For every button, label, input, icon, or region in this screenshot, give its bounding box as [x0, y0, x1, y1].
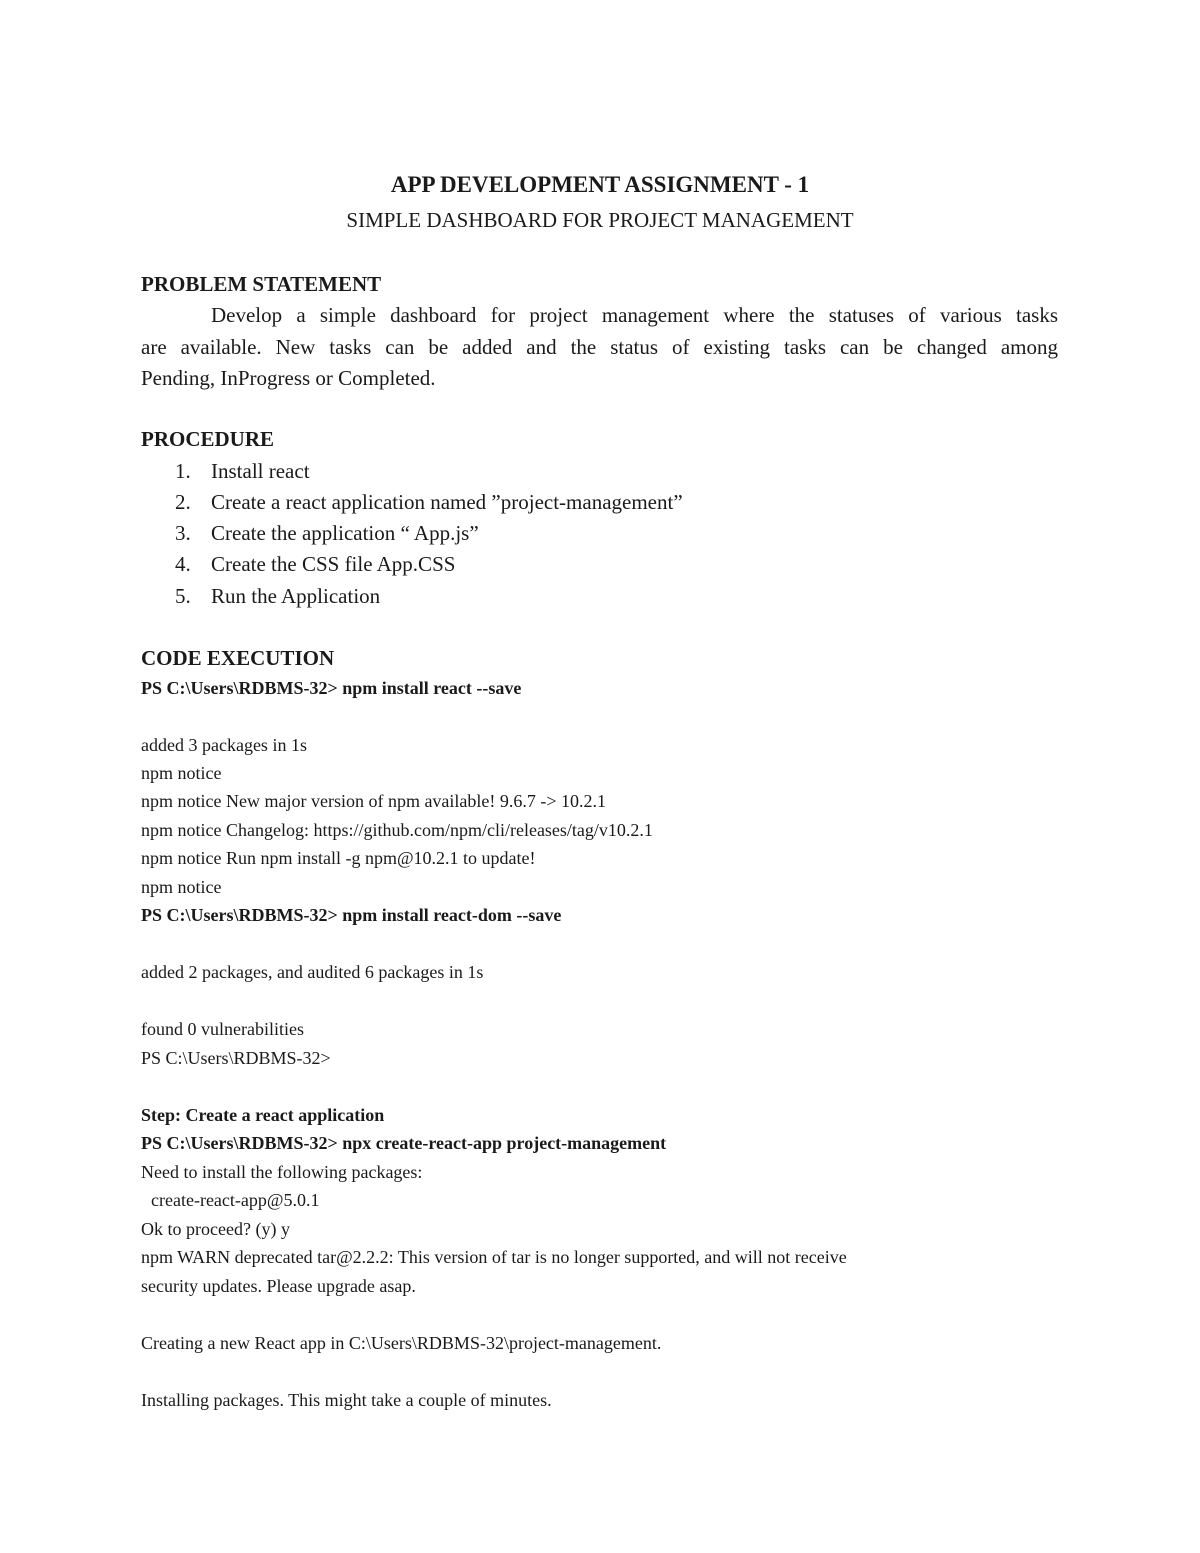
terminal-output: npm notice [141, 877, 222, 897]
problem-statement-line-2: are available. New tasks can be added and the status of existing tasks can be changed among [141, 335, 1058, 359]
problem-statement-line-3: Pending, InProgress or Completed. [141, 366, 436, 390]
terminal-command: PS C:\Users\RDBMS-32> npm install react-dom --save [141, 905, 562, 925]
procedure-step-text: Create the CSS file App.CSS [211, 552, 456, 576]
procedure-step-number: 4. [175, 552, 191, 576]
procedure-step-text: Create the application “ App.js” [211, 521, 479, 545]
terminal-prompt: PS C:\Users\RDBMS-32> [141, 1048, 331, 1068]
terminal-output: npm notice New major version of npm available! 9.6.7 -> 10.2.1 [141, 791, 607, 811]
procedure-step-number: 3. [175, 521, 191, 545]
document-subtitle: SIMPLE DASHBOARD FOR PROJECT MANAGEMENT [346, 208, 854, 232]
terminal-output: Installing packages. This might take a couple of minutes. [141, 1390, 552, 1410]
problem-statement-line-1: Develop a simple dashboard for project management where the statuses of various tasks [211, 303, 1058, 327]
terminal-command: PS C:\Users\RDBMS-32> npx create-react-app project-management [141, 1133, 667, 1153]
code-execution-heading: CODE EXECUTION [141, 646, 335, 670]
terminal-output: Need to install the following packages: [141, 1162, 423, 1182]
terminal-output: found 0 vulnerabilities [141, 1019, 304, 1039]
procedure-step-text: Create a react application named ”project-management” [211, 490, 683, 514]
terminal-output: Ok to proceed? (y) y [141, 1219, 290, 1239]
terminal-output: added 3 packages in 1s [141, 735, 307, 755]
procedure-step-number: 5. [175, 584, 191, 608]
terminal-output: npm notice [141, 763, 222, 783]
terminal-output: security updates. Please upgrade asap. [141, 1276, 416, 1296]
terminal-output: added 2 packages, and audited 6 packages in 1s [141, 962, 484, 982]
procedure-step-number: 1. [175, 459, 191, 483]
step-heading: Step: Create a react application [141, 1105, 385, 1125]
terminal-output: Creating a new React app in C:\Users\RDBMS-32\project-management. [141, 1333, 662, 1353]
terminal-output: npm notice Changelog: https://github.com/npm/cli/releases/tag/v10.2.1 [141, 820, 653, 840]
terminal-output: npm WARN deprecated tar@2.2.2: This version of tar is no longer supported, and will not receive [141, 1247, 847, 1267]
terminal-command: PS C:\Users\RDBMS-32> npm install react --save [141, 678, 522, 698]
procedure-step-number: 2. [175, 490, 191, 514]
terminal-output: npm notice Run npm install -g npm@10.2.1 to update! [141, 848, 536, 868]
procedure-heading: PROCEDURE [141, 427, 275, 451]
terminal-output: create-react-app@5.0.1 [151, 1190, 320, 1210]
procedure-step-text: Run the Application [211, 584, 381, 608]
problem-statement-heading: PROBLEM STATEMENT [141, 272, 382, 296]
document-title: APP DEVELOPMENT ASSIGNMENT - 1 [390, 172, 810, 197]
procedure-step-text: Install react [211, 459, 310, 483]
